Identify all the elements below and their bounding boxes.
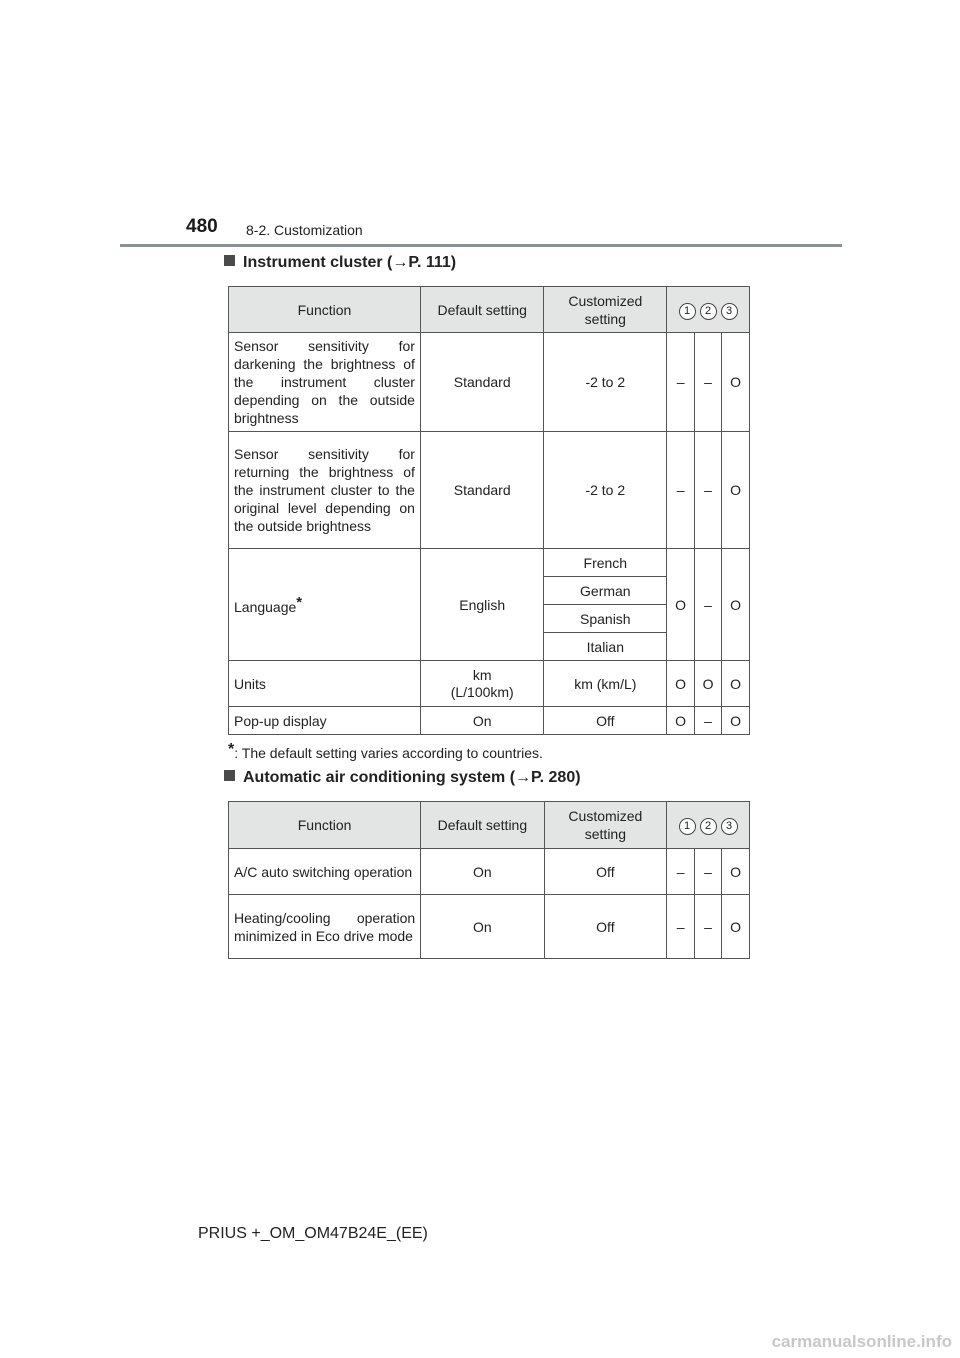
section-title: Instrument cluster (	[243, 254, 393, 271]
method-3-cell: O	[722, 549, 750, 661]
method-3-cell: O	[722, 432, 750, 549]
customized-cell: Off	[544, 707, 667, 735]
arrow-icon: →	[392, 254, 409, 271]
default-cell: Standard	[420, 333, 544, 432]
instrument-cluster-table	[228, 286, 750, 735]
section-heading-instrument-cluster	[224, 254, 456, 272]
method-3-icon: 3	[721, 303, 738, 320]
table-row	[229, 333, 750, 432]
function-cell: Sensor sensitivity for darkening the brightness of the instrument cluster depending on the outside brightness	[229, 333, 421, 432]
method-3-cell: O	[722, 849, 750, 895]
default-setting-column-header: Default setting	[421, 802, 544, 849]
table-row	[229, 707, 750, 735]
footnote-mark: *	[228, 741, 235, 758]
method-3-cell: O	[722, 333, 750, 432]
method-2-cell: O	[695, 661, 722, 707]
method-1-cell: –	[667, 432, 695, 549]
section-title: Automatic air conditioning system (	[243, 769, 516, 786]
method-1-cell: –	[667, 849, 695, 895]
function-cell: Units	[229, 661, 421, 707]
default-cell	[420, 661, 544, 707]
method-1-cell: O	[667, 707, 695, 735]
customized-option-cell: French	[544, 549, 667, 577]
footnote-text: : The default setting varies according to countries.	[234, 745, 543, 761]
square-bullet-icon	[224, 255, 235, 266]
document-code: PRIUS +_OM_OM47B24E_(EE)	[198, 1225, 428, 1242]
method-1-cell: O	[667, 549, 695, 661]
method-2-cell: –	[695, 333, 722, 432]
customized-cell: Off	[544, 895, 667, 959]
function-cell: Pop-up display	[229, 707, 421, 735]
function-column-header: Function	[229, 287, 421, 333]
square-bullet-icon	[224, 770, 235, 781]
method-3-cell: O	[722, 707, 750, 735]
method-2-cell: –	[695, 849, 722, 895]
method-3-icon: 3	[721, 818, 738, 835]
table-row	[229, 661, 750, 707]
chapter-title: 8-2. Customization	[246, 222, 363, 238]
table-row	[229, 432, 750, 549]
table-header-row	[229, 802, 750, 849]
footnote-mark: *	[296, 593, 303, 611]
method-1-cell: O	[667, 661, 695, 707]
arrow-icon: →	[515, 769, 532, 786]
default-km-label: km	[472, 666, 492, 683]
customized-setting-column-header: Customized setting	[544, 287, 667, 333]
method-2-cell: –	[695, 707, 722, 735]
function-cell: Heating/cooling operation minimized in Eco drive mode	[229, 895, 421, 959]
method-columns-header	[667, 287, 750, 333]
method-1-icon: 1	[679, 818, 696, 835]
method-1-icon: 1	[679, 303, 696, 320]
customized-cell: Off	[544, 849, 667, 895]
customized-option-cell: Spanish	[544, 605, 667, 633]
table-header-row	[229, 287, 750, 333]
header-divider	[120, 244, 842, 247]
default-cell: On	[421, 895, 544, 959]
customized-cell: km (km/L)	[544, 661, 667, 707]
method-2-icon: 2	[700, 303, 717, 320]
watermark: carmanualsonline.info	[771, 1332, 952, 1351]
table-row	[229, 895, 750, 959]
page-reference: P. 111)	[408, 254, 457, 271]
method-2-cell: –	[695, 895, 722, 959]
function-cell: Sensor sensitivity for returning the brightness of the instrument cluster to the original level depending on the outside brightness	[229, 432, 421, 549]
table-row	[229, 849, 750, 895]
method-2-cell: –	[695, 432, 722, 549]
page-reference: P. 280)	[531, 769, 581, 786]
method-1-cell: –	[667, 895, 695, 959]
method-2-cell: –	[695, 549, 722, 661]
method-3-cell: O	[722, 895, 750, 959]
customized-cell: -2 to 2	[544, 432, 667, 549]
method-columns-header	[667, 802, 750, 849]
customized-setting-column-header: Customized setting	[544, 802, 667, 849]
default-unit-label: (L/100km)	[450, 683, 514, 700]
function-cell: A/C auto switching operation	[229, 849, 421, 895]
default-cell: On	[421, 849, 544, 895]
customized-option-cell: German	[544, 577, 667, 605]
method-1-cell: –	[667, 333, 695, 432]
customized-cell: -2 to 2	[544, 333, 667, 432]
default-cell: Standard	[420, 432, 544, 549]
language-label: Language	[234, 598, 297, 615]
default-cell: English	[420, 549, 544, 661]
section-heading-air-conditioning	[224, 769, 581, 787]
default-cell: On	[420, 707, 544, 735]
footnote	[228, 741, 543, 761]
function-column-header: Function	[229, 802, 421, 849]
table-row	[229, 549, 750, 577]
default-setting-column-header: Default setting	[420, 287, 544, 333]
function-cell	[229, 549, 421, 661]
method-3-cell: O	[722, 661, 750, 707]
air-conditioning-table	[228, 801, 750, 959]
method-2-icon: 2	[700, 818, 717, 835]
page-number: 480	[186, 216, 218, 237]
customized-option-cell: Italian	[544, 633, 667, 661]
